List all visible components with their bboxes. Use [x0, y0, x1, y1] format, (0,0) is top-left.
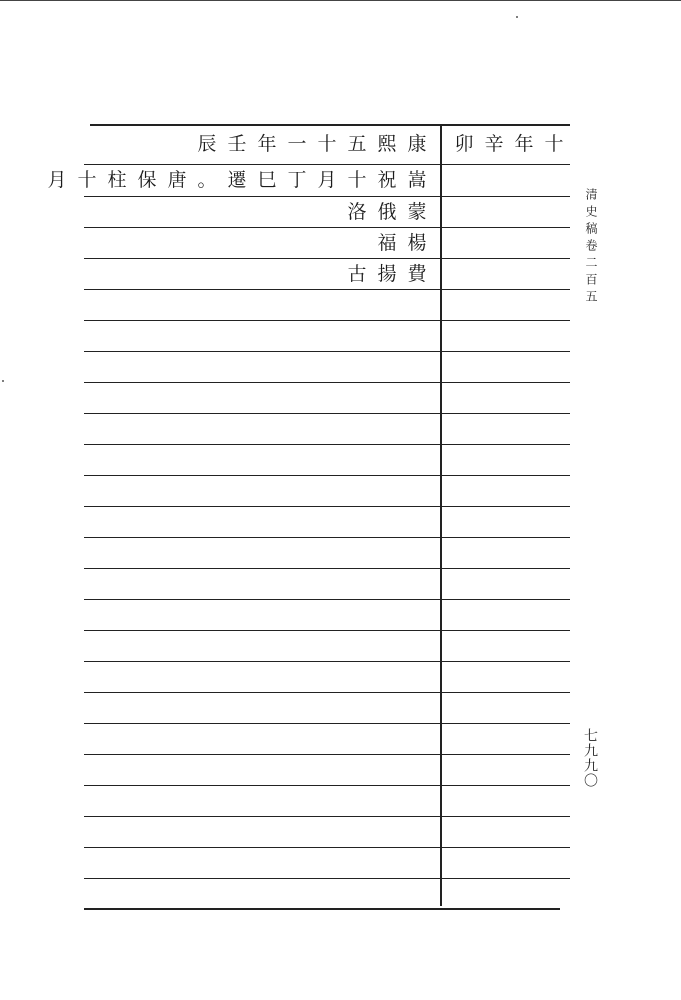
glyph: 年: [514, 133, 534, 155]
header-year-left-text: [192, 130, 432, 158]
row-text: [42, 166, 432, 194]
table-rule: [84, 258, 570, 259]
table-rule: [84, 413, 570, 414]
table-rule: [84, 506, 570, 507]
table-rule: [84, 537, 570, 538]
table-bottom-rule: [84, 908, 560, 910]
glyph: 月: [47, 169, 67, 191]
glyph: 壬: [227, 133, 247, 155]
glyph: 洛: [347, 201, 367, 223]
row-text: [342, 198, 432, 226]
glyph: 巳: [257, 169, 277, 191]
scan-speck: [516, 16, 518, 18]
glyph: 十: [317, 133, 337, 155]
glyph: 十: [544, 133, 564, 155]
table-rule: [84, 475, 570, 476]
glyph: 揚: [377, 263, 397, 285]
glyph: 年: [257, 133, 277, 155]
table-rule: [84, 320, 570, 321]
glyph: 保: [137, 169, 157, 191]
row-text: [342, 260, 432, 288]
glyph: 嵩: [407, 169, 427, 191]
table-rule: [84, 661, 570, 662]
glyph: 遷: [227, 169, 247, 191]
glyph: 古: [347, 263, 367, 285]
table-rule: [84, 568, 570, 569]
table-rule: [84, 785, 570, 786]
glyph: 十: [347, 169, 367, 191]
table-rule: [84, 164, 570, 165]
glyph: 卯: [454, 133, 474, 155]
glyph: 福: [377, 232, 397, 254]
glyph: 楊: [407, 232, 427, 254]
table-rule: [84, 227, 570, 228]
table-row: [372, 229, 432, 257]
table-rule: [84, 196, 570, 197]
table-row: [342, 198, 432, 226]
table-rule: [84, 630, 570, 631]
glyph: 丁: [287, 169, 307, 191]
table-rule: [84, 754, 570, 755]
header-year-right: [448, 130, 570, 158]
glyph: 祝: [377, 169, 397, 191]
header-year-left: [192, 130, 432, 158]
table-rule: [84, 847, 570, 848]
row-text: [372, 229, 432, 257]
table-row: [42, 166, 432, 194]
table-rule: [84, 816, 570, 817]
table-top-rule: [90, 124, 570, 126]
glyph: 一: [287, 133, 307, 155]
table-rule: [84, 444, 570, 445]
glyph: 十: [77, 169, 97, 191]
official-table: [47, 124, 570, 914]
glyph: 柱: [107, 169, 127, 191]
top-scan-border: [0, 0, 681, 1]
glyph: 月: [317, 169, 337, 191]
table-rule: [84, 692, 570, 693]
table-rule: [84, 351, 570, 352]
glyph: 熙: [377, 133, 397, 155]
table-rule: [84, 289, 570, 290]
glyph: 蒙: [407, 201, 427, 223]
glyph: 俄: [377, 201, 397, 223]
table-rule: [84, 723, 570, 724]
glyph: 。: [197, 169, 217, 191]
column-divider: [440, 124, 442, 906]
glyph: 辰: [197, 133, 217, 155]
table-rule: [84, 599, 570, 600]
glyph: 唐: [167, 169, 187, 191]
table-rule: [84, 878, 570, 879]
table-rule: [84, 382, 570, 383]
glyph: 康: [407, 133, 427, 155]
side-page-number: 七九九〇: [582, 728, 598, 788]
glyph: 費: [407, 263, 427, 285]
glyph: 辛: [484, 133, 504, 155]
table-row: [342, 260, 432, 288]
side-volume-title: 清史稿卷二百五: [584, 188, 598, 307]
header-year-right-text: [449, 130, 569, 158]
glyph: 五: [347, 133, 367, 155]
scan-speck: [2, 380, 4, 382]
